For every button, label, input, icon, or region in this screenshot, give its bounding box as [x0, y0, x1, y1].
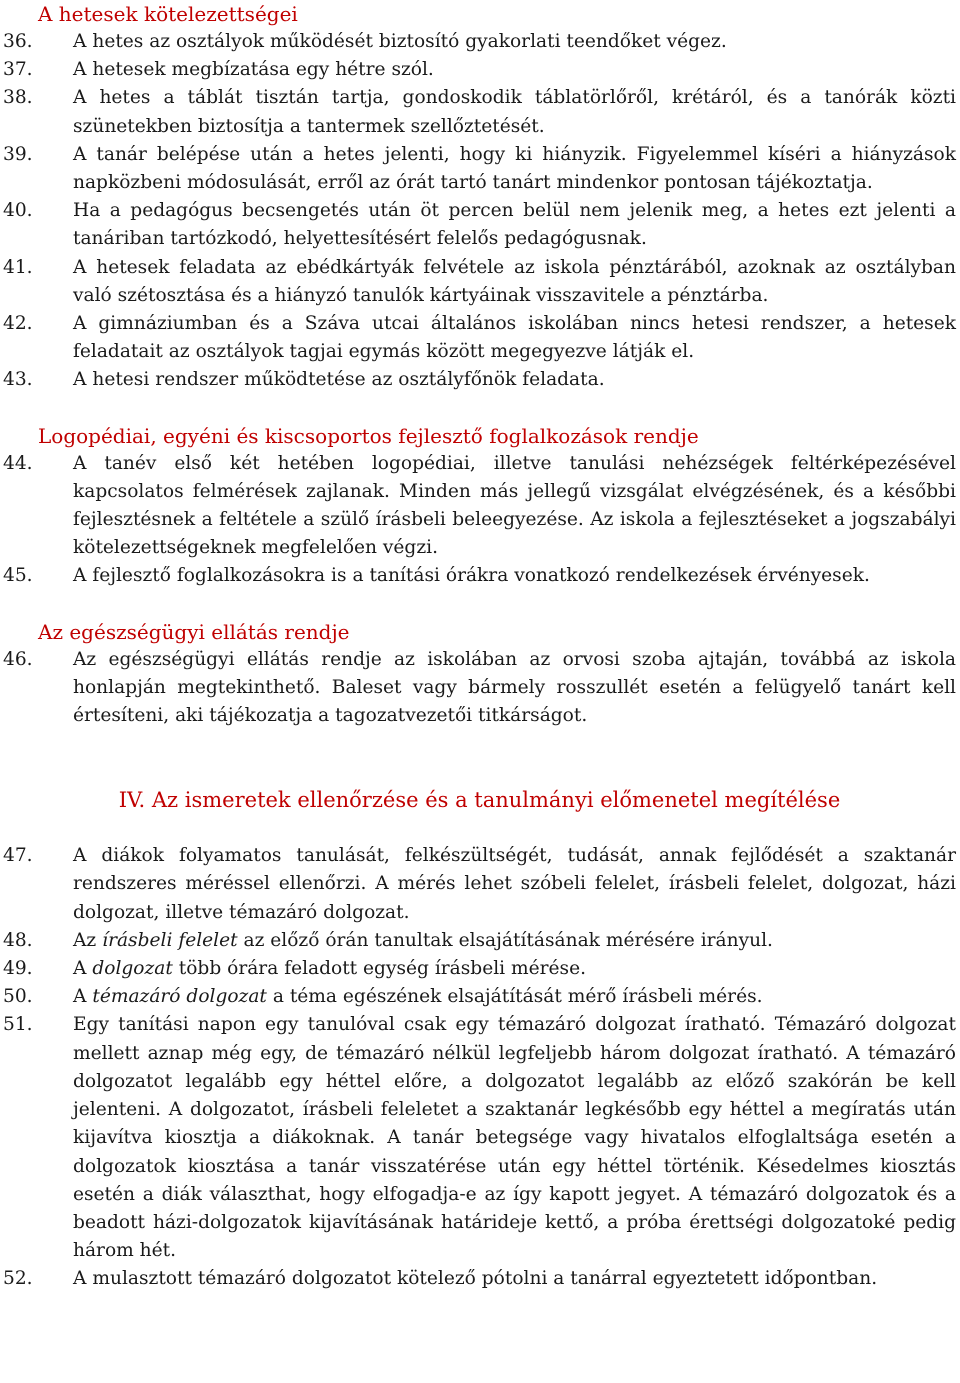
item-number: 42. — [3, 313, 33, 335]
item-text-post: az előző órán tanultak elsajátításának mérésére irányul. — [237, 929, 773, 951]
item-text: A hetesi rendszer működtetése az osztályfőnök feladata. — [73, 369, 605, 391]
section-title-hetesek: A hetesek kötelezettségei — [38, 2, 298, 26]
list-item — [3, 28, 956, 56]
list-item — [3, 254, 956, 310]
item-number: 40. — [3, 200, 33, 222]
list-item — [3, 197, 956, 253]
item-number: 39. — [3, 143, 33, 165]
item-number: 43. — [3, 369, 33, 391]
item-text-pre: A — [73, 986, 93, 1008]
list-item — [3, 141, 956, 197]
item-text: A hetesek feladata az ebédkártyák felvétele az iskola pénztárából, azoknak az osztályban való szétosztása és a hiányzó tanulók kártyáinak visszavitele a pénztárba. — [73, 256, 956, 306]
item-text: A hetes a táblát tisztán tartja, gondoskodik táblatörlőről, krétáról, és a tanórák közti szünetekben biztosítja a tantermek szellőztetését. — [73, 87, 956, 137]
item-text-emphasis: témazáró dolgozat — [92, 986, 267, 1008]
section-title-egeszsegugyi: Az egészségügyi ellátás rendje — [38, 619, 350, 644]
item-number: 36. — [3, 31, 33, 52]
list-item — [3, 56, 956, 84]
list-item — [3, 84, 956, 140]
item-text-post: több órára feladott egység írásbeli mérése. — [172, 958, 586, 980]
list-item — [3, 983, 956, 1011]
item-text: Az egészségügyi ellátás rendje az iskolában az orvosi szoba ajtaján, továbbá az iskola honlapján megtekinthető. Baleset vagy bármely rosszullét esetén a felügyelő tanárt kell értesíteni, aki tájékozatja a tagozatvezetői titkárságot. — [73, 648, 956, 727]
item-text — [73, 955, 956, 983]
item-number: 37. — [3, 59, 33, 81]
item-text — [73, 927, 956, 955]
item-number: 38. — [3, 87, 33, 109]
item-text: A fejlesztő foglalkozásokra is a tanítási órákra vonatkozó rendelkezések érvényesek. — [73, 565, 870, 587]
list-item — [3, 955, 956, 983]
item-text: A gimnáziumban és a Száva utcai általános iskolában nincs hetesi rendszer, a hetesek feladatait az osztályok tagjai egymás között megegyezve látják el. — [73, 313, 956, 363]
list-item — [3, 366, 956, 394]
list-item — [3, 1265, 956, 1293]
item-text: Egy tanítási napon egy tanulóval csak egy témazáró dolgozat íratható. Témazáró dolgozat mellett aznap még egy, de témazáró nélkül legfeljebb három dolgozat íratható. A témazáró dolgozatot legalább egy héttel előre, a dolgozatot legalább az előző szakórán be kell jelenteni. A dolgozatot, írásbeli feleletet a szaktanár legkésőbb egy héttel a megíratás után kijavítva kiosztja a diákoknak. A tanár betegsége vagy hivatalos elfoglaltsága esetén a dolgozatok kiosztása a tanár visszatérése után egy héttel történik. Késedelmes kiosztás esetén a diák választhat, hogy elfogadja-e az így kapott jegyet. A témazáró dolgozatok és a beadott házi-dolgozatok kijavításának határideje kettő, a próba érettségi dolgozatoké pedig három hét. — [73, 1014, 956, 1262]
item-number: 52. — [3, 1268, 33, 1290]
item-text: A mulasztott témazáró dolgozatot kötelező pótolni a tanárral egyeztetett időpontban. — [73, 1268, 878, 1290]
list-item — [3, 927, 956, 955]
list-item — [3, 842, 956, 927]
item-number: 46. — [3, 648, 33, 670]
item-text: A hetesek megbízatása egy hétre szól. — [73, 59, 434, 81]
item-text: A tanév első két hetében logopédiai, illetve tanulási nehézségek feltérképezésével kapcsolatos felmérések zajlanak. Minden más jellegű vizsgálat elvégzésének, és a későbbi fejlesztésnek a feltétele a szülő írásbeli beleegyezése. Az iskola a fejlesztéseket a jogszabályi kötelezettségeknek megfelelően végzi. — [73, 452, 956, 559]
item-number: 49. — [3, 958, 33, 980]
item-text — [73, 983, 956, 1011]
list-item — [3, 310, 956, 366]
list-item — [3, 450, 956, 563]
list-item — [3, 1011, 956, 1265]
item-number: 48. — [3, 929, 33, 951]
item-text-emphasis: írásbeli felelet — [102, 929, 238, 951]
section-title-logopedia: Logopédiai, egyéni és kiscsoportos fejlesztő foglalkozások rendje — [38, 423, 699, 448]
item-text: A tanár belépése után a hetes jelenti, hogy ki hiányzik. Figyelemmel kíséri a hiányzások napközbeni módosulását, erről az órát tartó tanárt mindenkor pontosan tájékoztatja. — [73, 143, 956, 194]
item-number: 50. — [3, 986, 33, 1008]
item-text-pre: A — [73, 958, 93, 980]
item-text-pre: Az — [73, 929, 103, 951]
item-number: 44. — [3, 452, 33, 474]
item-number: 45. — [3, 565, 33, 587]
item-text-post: a téma egészének elsajátítását mérő írásbeli mérés. — [266, 986, 763, 1008]
item-text: A hetes az osztályok működését biztosító gyakorlati teendőket végez. — [73, 31, 727, 52]
item-number: 41. — [3, 256, 33, 278]
item-text-emphasis: dolgozat — [92, 958, 173, 980]
item-number: 51. — [3, 1014, 33, 1036]
item-text: Ha a pedagógus becsengetés után öt percen belül nem jelenik meg, a hetes ezt jelenti a tanáriban tartózkodó, helyettesítésért felelős pedagógusnak. — [73, 200, 956, 250]
chapter-title: IV. Az ismeretek ellenőrzése és a tanulmányi előmenetel megítélése — [118, 788, 841, 813]
list-item — [3, 562, 956, 590]
list-item — [3, 646, 956, 731]
item-number: 47. — [3, 845, 33, 867]
item-text: A diákok folyamatos tanulását, felkészültségét, tudását, annak fejlődését a szaktanár rendszeres méréssel ellenőrzi. A mérés lehet szóbeli felelet, írásbeli felelet, dolgozat, házi dolgozat, illetve témazáró dolgozat. — [73, 845, 956, 923]
